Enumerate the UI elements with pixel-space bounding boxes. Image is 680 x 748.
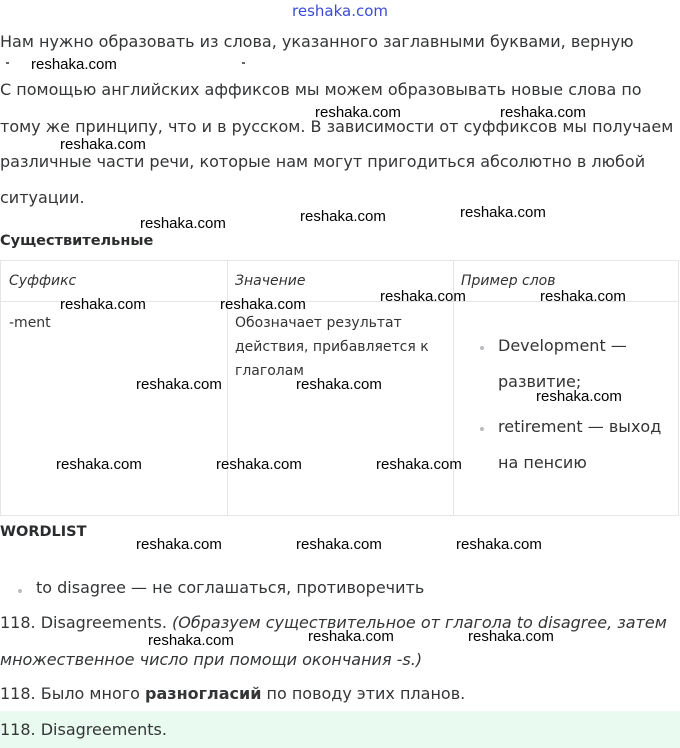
watermark: reshaka.com — [136, 376, 222, 393]
watermark: reshaka.com — [468, 628, 554, 645]
paragraph-line-1: С помощью английских аффиксов мы можем образовывать новые слова по — [0, 80, 642, 99]
translation-pre: 118. Было много — [0, 684, 146, 703]
cell-meaning-line: глаголам — [235, 363, 304, 379]
translation-bold: разногласий — [145, 684, 262, 703]
header-suffix: Суффикс — [9, 273, 77, 289]
example-line: Development — — [498, 336, 627, 355]
cell-meaning-line: Обозначает результат — [235, 315, 402, 331]
watermark: reshaka.com — [456, 536, 542, 553]
watermark: reshaka.com — [460, 204, 546, 221]
paragraph-line-3: различные части речи, которые нам могут пригодиться абсолютно в любой — [0, 152, 646, 171]
watermark: reshaka.com — [140, 215, 226, 232]
site-header[interactable]: reshaka.com — [292, 2, 388, 20]
translation-line — [0, 684, 465, 703]
translation-post: по поводу этих планов. — [261, 684, 466, 703]
example-line: развитие; — [498, 372, 582, 391]
watermark: reshaka.com — [300, 208, 386, 225]
answer-line-2: множественное число при помощи окончания -s.) — [0, 650, 423, 669]
bullet-icon — [480, 346, 484, 350]
header-examples: Пример слов — [461, 273, 556, 289]
wordlist-title: WORDLIST — [0, 524, 87, 540]
cell-meaning-line: действия, прибавляется к — [235, 339, 429, 355]
watermark: reshaka.com — [31, 56, 117, 73]
watermark: reshaka.com — [60, 136, 146, 153]
paragraph-line-4: ситуации. — [0, 188, 85, 207]
bullet-icon — [480, 427, 484, 431]
example-line: retirement — выход — [498, 417, 662, 436]
watermark: reshaka.com — [216, 456, 302, 473]
bullet-icon — [18, 589, 22, 593]
watermark: reshaka.com — [60, 296, 146, 313]
wordlist-item: to disagree — не соглашаться, противоречить — [36, 578, 425, 597]
watermark: reshaka.com — [136, 536, 222, 553]
watermark: reshaka.com — [315, 104, 401, 121]
watermark: reshaka.com — [308, 628, 394, 645]
watermark: reshaka.com — [500, 104, 586, 121]
watermark: reshaka.com — [148, 632, 234, 649]
answer-main: 118. Disagreements. — [0, 613, 173, 632]
intro-line: Нам нужно образовать из слова, указанного заглавными буквами, верную — [0, 32, 634, 51]
watermark: reshaka.com — [536, 388, 622, 405]
header-meaning: Значение — [235, 273, 306, 289]
watermark: reshaka.com — [56, 456, 142, 473]
paragraph-line-2: тому же принципу, что и в русском. В зависимости от суффиксов мы получаем — [0, 117, 674, 136]
section-title: Существительные — [0, 233, 154, 249]
watermark: reshaka.com — [380, 288, 466, 305]
answer-note: (Образуем существительное от глагола to disagree, затем — [172, 613, 667, 632]
watermark: reshaka.com — [296, 536, 382, 553]
watermark: reshaka.com — [376, 456, 462, 473]
watermark: reshaka.com — [220, 296, 306, 313]
watermark: reshaka.com — [296, 376, 382, 393]
final-answer: 118. Disagreements. — [0, 720, 167, 739]
watermark: reshaka.com — [540, 288, 626, 305]
example-line: на пенсию — [498, 453, 587, 472]
cell-suffix: -ment — [9, 315, 51, 331]
